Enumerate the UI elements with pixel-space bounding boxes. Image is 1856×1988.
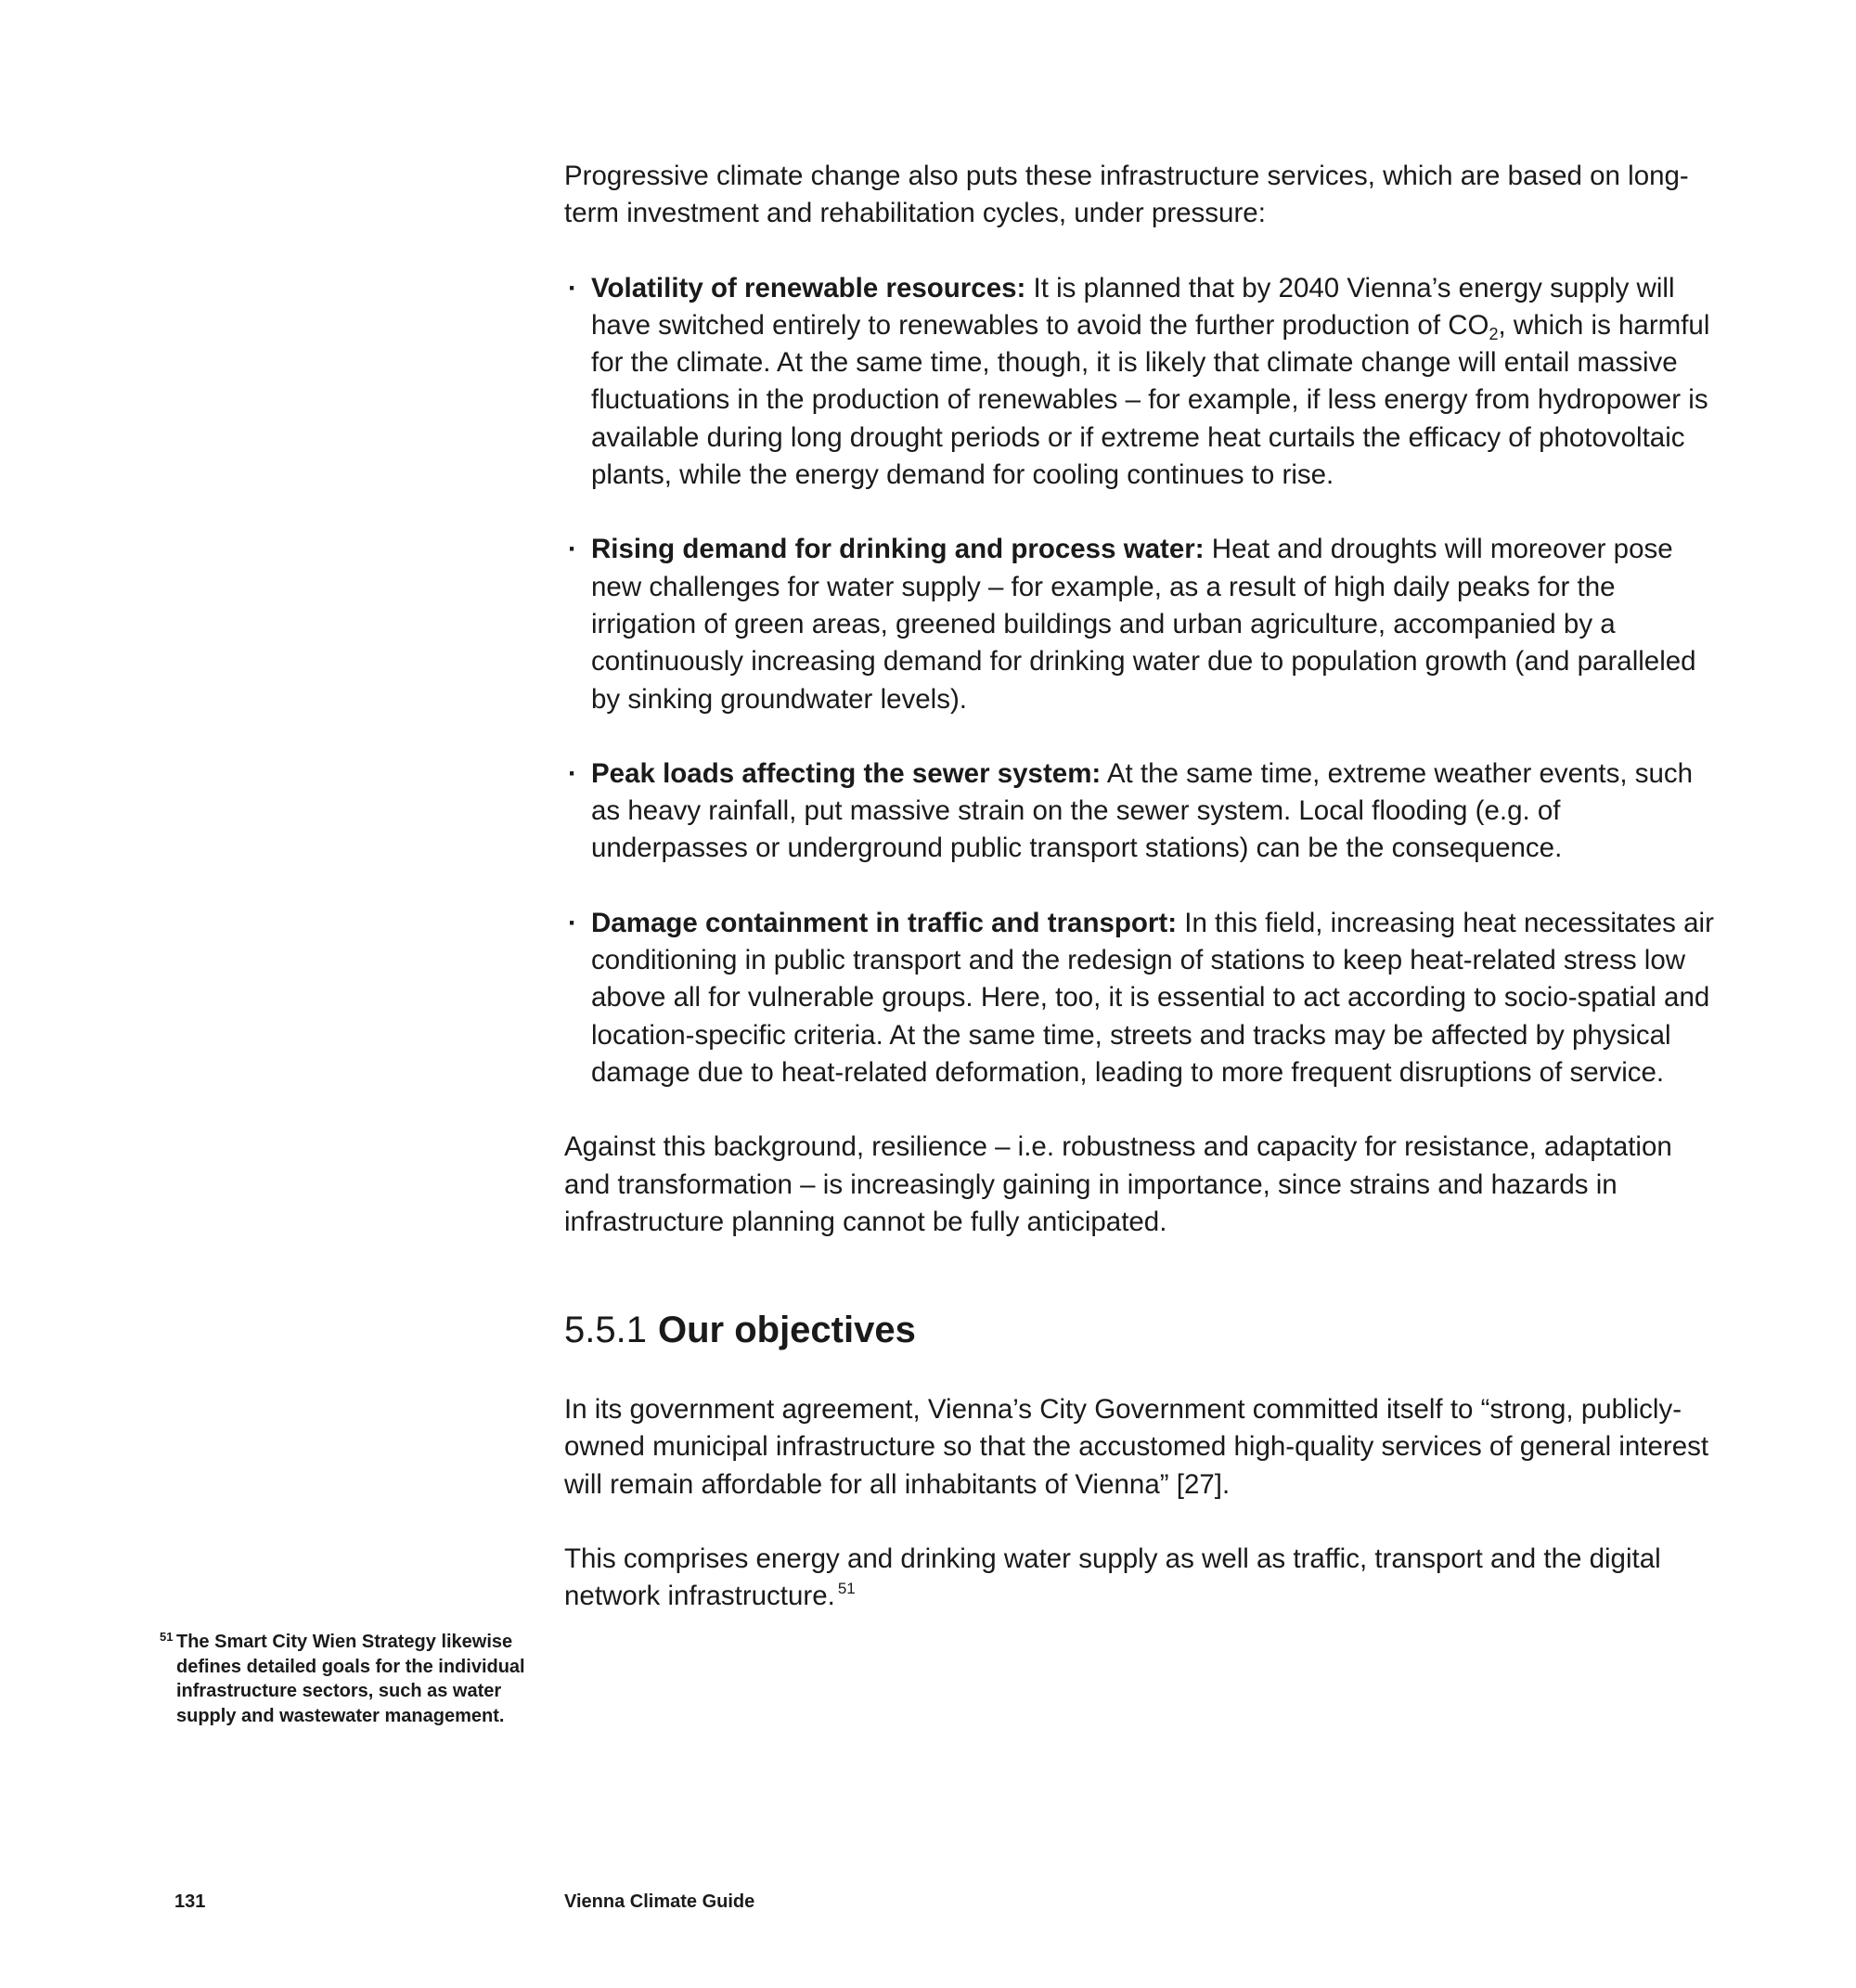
running-title: Vienna Climate Guide	[564, 1891, 755, 1912]
objectives-paragraph-2	[564, 1541, 1724, 1616]
section-heading	[564, 1306, 1724, 1354]
list-item	[564, 270, 1724, 495]
list-item-heading: Rising demand for drinking and process water:	[591, 534, 1205, 565]
list-item-text: In this field, increasing heat necessitates air conditioning in public transport and the redesign of stations to keep heat-related stress low above all for vulnerable groups. Here, too, it is essential to act according to socio-spatial and location-specific criteria. At the same time, streets and tracks may be affected by physical damage due to heat-related deformation, leading to more frequent disruptions of service.	[591, 907, 1714, 1088]
section-number: 5.5.1	[564, 1310, 647, 1351]
footnote-text: The Smart City Wien Strategy likewise defines detailed goals for the individual infrastructure sectors, such as water supply and wastewater management.	[176, 1632, 525, 1726]
list-item	[564, 905, 1724, 1091]
list-item	[564, 755, 1724, 868]
bullet-dot: ·	[568, 907, 577, 938]
footnote-number: 51	[160, 1630, 174, 1644]
section-title: Our objectives	[657, 1310, 916, 1351]
list-item-text-continued: , which is harmful for the climate. At the same time, though, it is likely that climate change will entail massive fluctuations in the production of renewables – for example, if less energy from hydropower is available during long drought periods or if extreme heat curtails the efficacy of photovoltaic plants, while the energy demand for cooling continues to rise.	[591, 309, 1710, 491]
main-text-column	[564, 158, 1724, 1616]
pressure-list	[564, 270, 1724, 1092]
page-number: 131	[174, 1891, 206, 1912]
list-item	[564, 531, 1724, 717]
co2-subscript: 2	[1489, 324, 1499, 343]
intro-paragraph: Progressive climate change also puts these infrastructure services, which are based on long-term investment and rehabilitation cycles, under pressure:	[564, 161, 1689, 229]
closing-paragraph: Against this background, resilience – i.e. robustness and capacity for resistance, adaptation and transformation – is increasingly gaining in importance, since strains and hazards in infrastructure planning cannot be fully anticipated.	[564, 1131, 1672, 1237]
list-item-heading: Peak loads affecting the sewer system:	[591, 757, 1102, 789]
list-item-heading: Damage containment in traffic and transport:	[591, 907, 1178, 938]
footnote-reference[interactable]: 51	[837, 1580, 856, 1598]
objectives-paragraph-2-text: This comprises energy and drinking water supply as well as traffic, transport and the digital network infrastructure.	[564, 1543, 1661, 1612]
list-item-text: It is planned that by 2040 Vienna’s energy supply will have switched entirely to renewables to avoid the further production of CO	[591, 272, 1675, 341]
list-item-text: At the same time, extreme weather events, such as heavy rainfall, put massive strain on the sewer system. Local flooding (e.g. of underpasses or underground public transport stations) can be the consequence.	[591, 757, 1694, 864]
list-item-heading: Volatility of renewable resources:	[591, 272, 1026, 303]
footnote	[160, 1630, 538, 1728]
list-item-text: Heat and droughts will moreover pose new challenges for water supply – for example, as a result of high daily peaks for the irrigation of green areas, greened buildings and urban agriculture, accompanied by a continuously increasing demand for drinking water due to population growth (and paralleled by sinking groundwater levels).	[591, 534, 1696, 715]
bullet-dot: ·	[568, 272, 577, 303]
bullet-dot: ·	[568, 757, 577, 789]
objectives-paragraph: In its government agreement, Vienna’s City Government committed itself to “strong, publicly-owned municipal infrastructure so that the accustomed high-quality services of general interest will remain affordable for all inhabitants of Vienna” [27].	[564, 1394, 1709, 1500]
bullet-dot: ·	[568, 534, 577, 565]
